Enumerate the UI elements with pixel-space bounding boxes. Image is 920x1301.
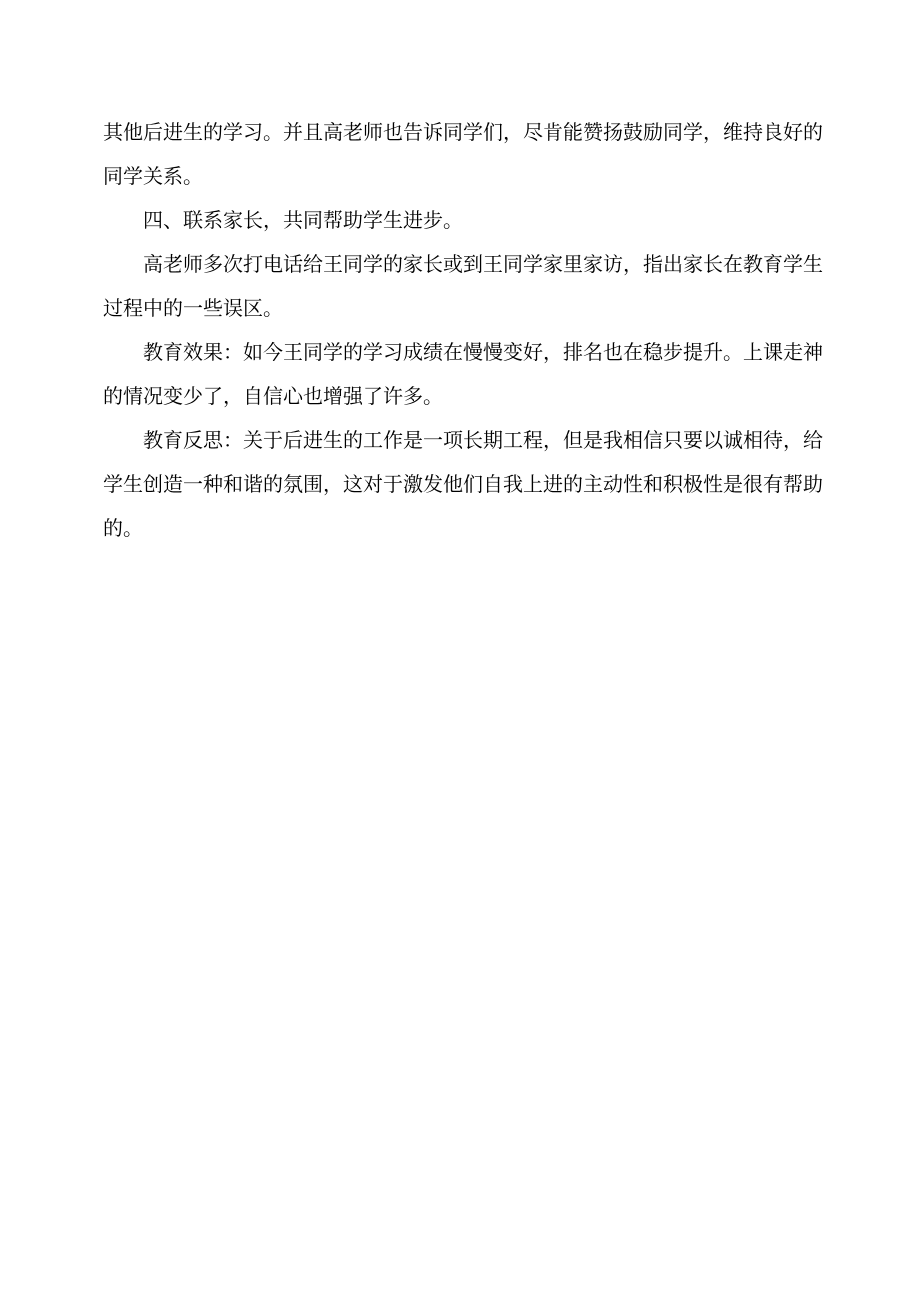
paragraph-home-visits: 高老师多次打电话给王同学的家长或到王同学家里家访，指出家长在教育学生过程中的一些误区。	[103, 252, 823, 320]
paragraph-education-reflection: 教育反思：关于后进生的工作是一项长期工程，但是我相信只要以诚相待，给学生创造一种和谐的氛围，这对于激发他们自我上进的主动性和积极性是很有帮助的。	[103, 428, 823, 540]
document-body	[103, 110, 823, 550]
paragraph-continuation: 其他后进生的学习。并且高老师也告诉同学们，尽肯能赞扬鼓励同学，维持良好的同学关系。	[103, 120, 823, 188]
paragraph-education-effect: 教育效果：如今王同学的学习成绩在慢慢变好，排名也在稳步提升。上课走神的情况变少了，自信心也增强了许多。	[103, 340, 823, 408]
section-heading-contact-parents: 四、联系家长，共同帮助学生进步。	[143, 208, 463, 232]
